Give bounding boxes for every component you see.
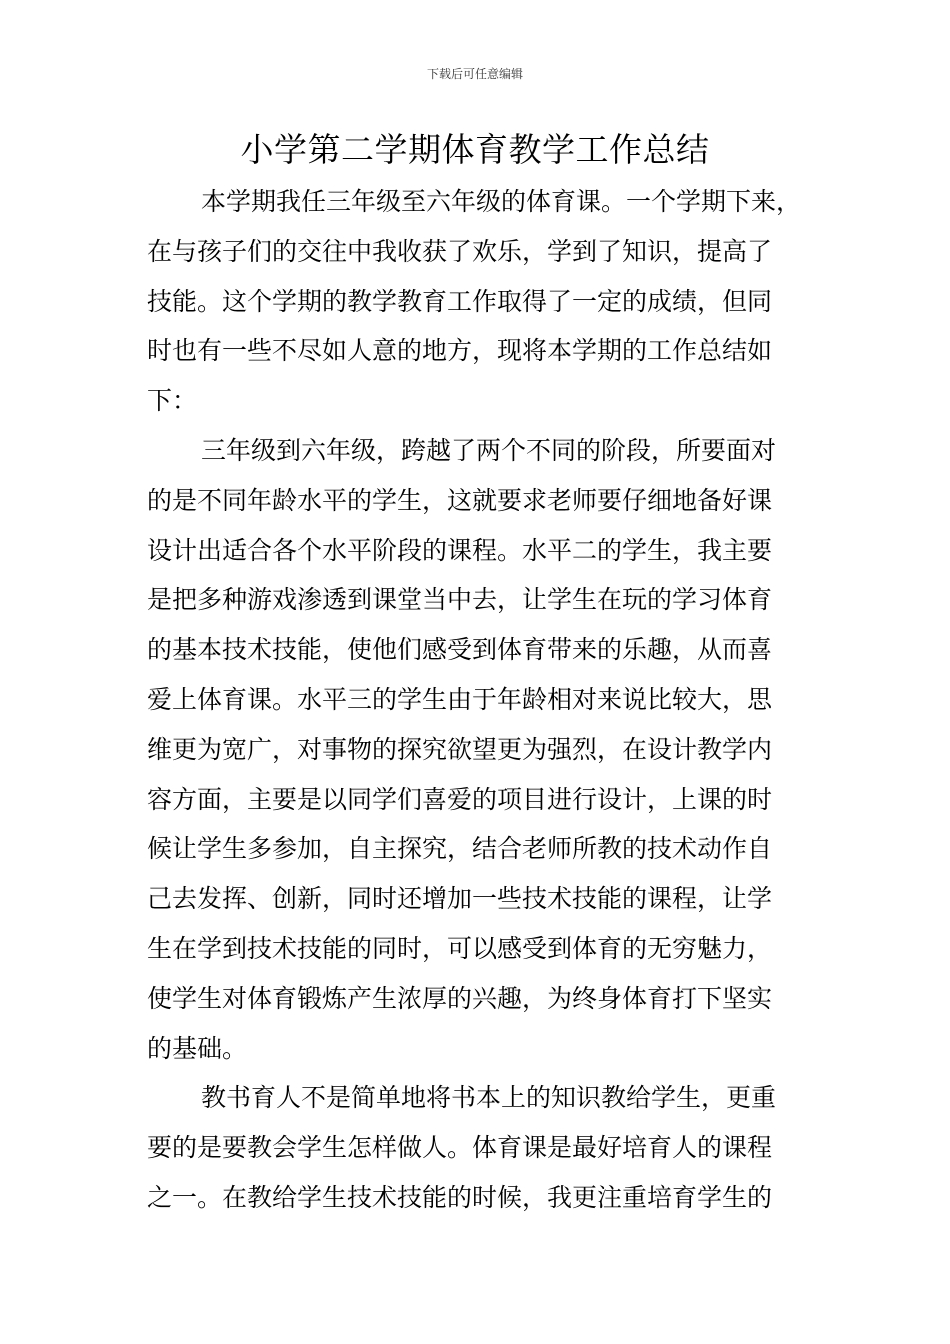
paragraph-3 [147,1073,827,1222]
paragraph-line: 容方面，主要是以同学们喜爱的项目进行设计，上课的时 [147,784,773,814]
header-note: 下载后可任意编辑 [426,67,523,81]
paragraph-line: 教书育人不是简单地将书本上的知识教给学生，更重 [201,1083,777,1113]
paragraph-line: 本学期我任三年级至六年级的体育课。一个学期下来， [201,187,802,216]
document-body [147,177,827,1223]
paragraph-line: 的是不同年龄水平的学生，这就要求老师要仔细地备好课 [147,485,773,515]
paragraph-line: 己去发挥、创新，同时还增加一些技术技能的课程，让学 [147,884,773,914]
paragraph-line: 是把多种游戏渗透到课堂当中去，让学生在玩的学习体育 [147,585,773,615]
paragraph-2 [147,426,827,1073]
paragraph-1 [147,177,827,426]
paragraph-line: 在与孩子们的交往中我收获了欢乐，学到了知识，提高了 [147,236,773,266]
paragraph-line: 的基础。 [147,1033,248,1063]
paragraph-line: 候让学生多参加，自主探究，结合老师所教的技术动作自 [147,834,773,864]
paragraph-line: 爱上体育课。水平三的学生由于年龄相对来说比较大，思 [147,684,773,714]
paragraph-line: 三年级到六年级，跨越了两个不同的阶段，所要面对 [201,435,777,465]
paragraph-line: 技能。这个学期的教学教育工作取得了一定的成绩，但同 [147,286,773,316]
paragraph-line: 之一。在教给学生技术技能的时候，我更注重培育学生的 [147,1182,773,1212]
paragraph-line: 下： [147,386,198,416]
paragraph-line: 要的是要教会学生怎样做人。体育课是最好培育人的课程 [147,1133,773,1163]
paragraph-line: 维更为宽广，对事物的探究欲望更为强烈，在设计教学内 [147,734,773,764]
paragraph-line: 的基本技术技能，使他们感受到体育带来的乐趣，从而喜 [147,635,773,665]
paragraph-line: 设计出适合各个水平阶段的课程。水平二的学生，我主要 [147,535,773,565]
document-title: 小学第二学期体育教学工作总结 [240,130,710,169]
paragraph-line: 时也有一些不尽如人意的地方，现将本学期的工作总结如 [147,336,773,366]
paragraph-line: 使学生对体育锻炼产生浓厚的兴趣，为终身体育打下坚实 [147,983,773,1013]
paragraph-line: 生在学到技术技能的同时，可以感受到体育的无穷魅力， [147,933,773,963]
